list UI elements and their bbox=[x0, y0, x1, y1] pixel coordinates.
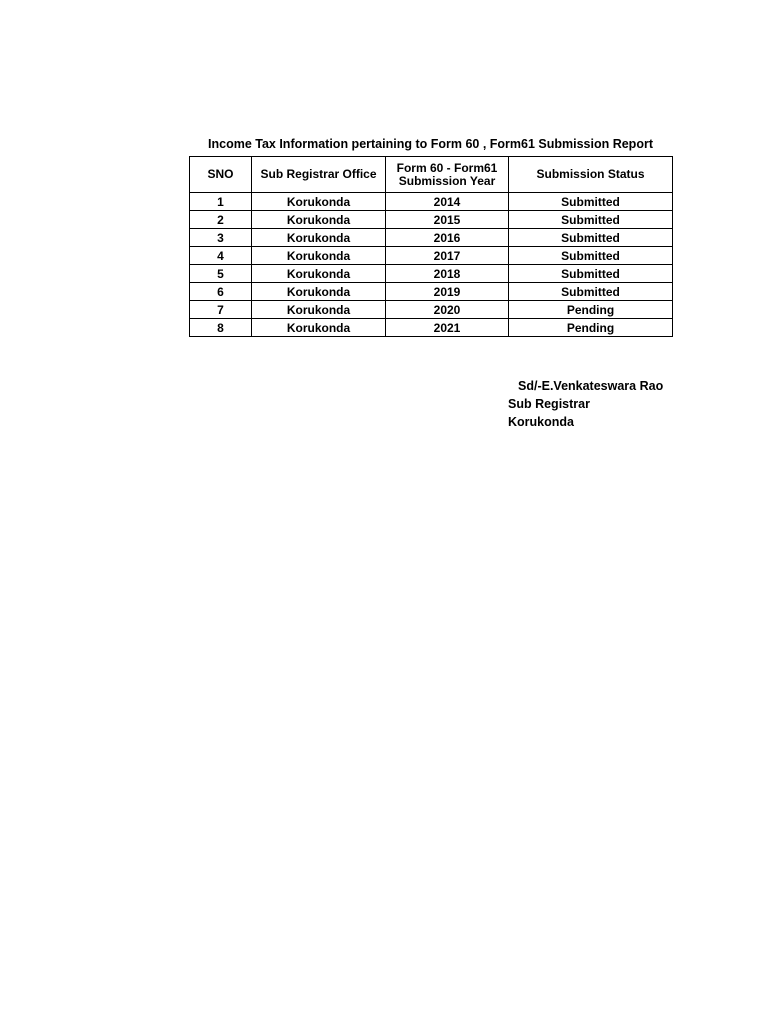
column-header-year-line1: Form 60 - Form61 bbox=[396, 160, 498, 175]
cell-year: 2014 bbox=[386, 193, 509, 211]
cell-status: Pending bbox=[509, 319, 673, 337]
table-row bbox=[190, 211, 673, 229]
cell-status: Submitted bbox=[509, 283, 673, 301]
column-header-sno: SNO bbox=[190, 157, 252, 193]
cell-status: Submitted bbox=[509, 193, 673, 211]
cell-year: 2021 bbox=[386, 319, 509, 337]
signatory-designation: Sub Registrar bbox=[508, 397, 590, 411]
signature-block bbox=[508, 377, 663, 431]
table-row bbox=[190, 319, 673, 337]
cell-sno: 4 bbox=[190, 247, 252, 265]
cell-year: 2018 bbox=[386, 265, 509, 283]
table-row bbox=[190, 265, 673, 283]
cell-office: Korukonda bbox=[252, 247, 386, 265]
table-header-row bbox=[190, 157, 673, 193]
table-row bbox=[190, 301, 673, 319]
submission-report-table bbox=[189, 156, 673, 337]
column-header-year bbox=[386, 157, 509, 193]
cell-status: Submitted bbox=[509, 229, 673, 247]
cell-sno: 5 bbox=[190, 265, 252, 283]
cell-sno: 8 bbox=[190, 319, 252, 337]
cell-year: 2019 bbox=[386, 283, 509, 301]
cell-sno: 7 bbox=[190, 301, 252, 319]
signatory-name: Sd/-E.Venkateswara Rao bbox=[518, 379, 664, 393]
cell-status: Pending bbox=[509, 301, 673, 319]
cell-sno: 6 bbox=[190, 283, 252, 301]
column-header-office: Sub Registrar Office bbox=[252, 157, 386, 193]
table-row bbox=[190, 247, 673, 265]
column-header-year-line2: Submission Year bbox=[398, 173, 496, 188]
cell-office: Korukonda bbox=[252, 193, 386, 211]
cell-office: Korukonda bbox=[252, 265, 386, 283]
cell-status: Submitted bbox=[509, 211, 673, 229]
cell-year: 2017 bbox=[386, 247, 509, 265]
table-row bbox=[190, 193, 673, 211]
signatory-place: Korukonda bbox=[508, 415, 574, 429]
cell-status: Submitted bbox=[509, 247, 673, 265]
cell-year: 2020 bbox=[386, 301, 509, 319]
column-header-status: Submission Status bbox=[509, 157, 673, 193]
cell-status: Submitted bbox=[509, 265, 673, 283]
report-title: Income Tax Information pertaining to Form 60 , Form61 Submission Report bbox=[208, 137, 653, 151]
cell-year: 2016 bbox=[386, 229, 509, 247]
cell-office: Korukonda bbox=[252, 319, 386, 337]
cell-sno: 1 bbox=[190, 193, 252, 211]
cell-sno: 3 bbox=[190, 229, 252, 247]
cell-office: Korukonda bbox=[252, 229, 386, 247]
table-row bbox=[190, 229, 673, 247]
table-row bbox=[190, 283, 673, 301]
cell-year: 2015 bbox=[386, 211, 509, 229]
cell-office: Korukonda bbox=[252, 301, 386, 319]
cell-office: Korukonda bbox=[252, 211, 386, 229]
cell-office: Korukonda bbox=[252, 283, 386, 301]
cell-sno: 2 bbox=[190, 211, 252, 229]
